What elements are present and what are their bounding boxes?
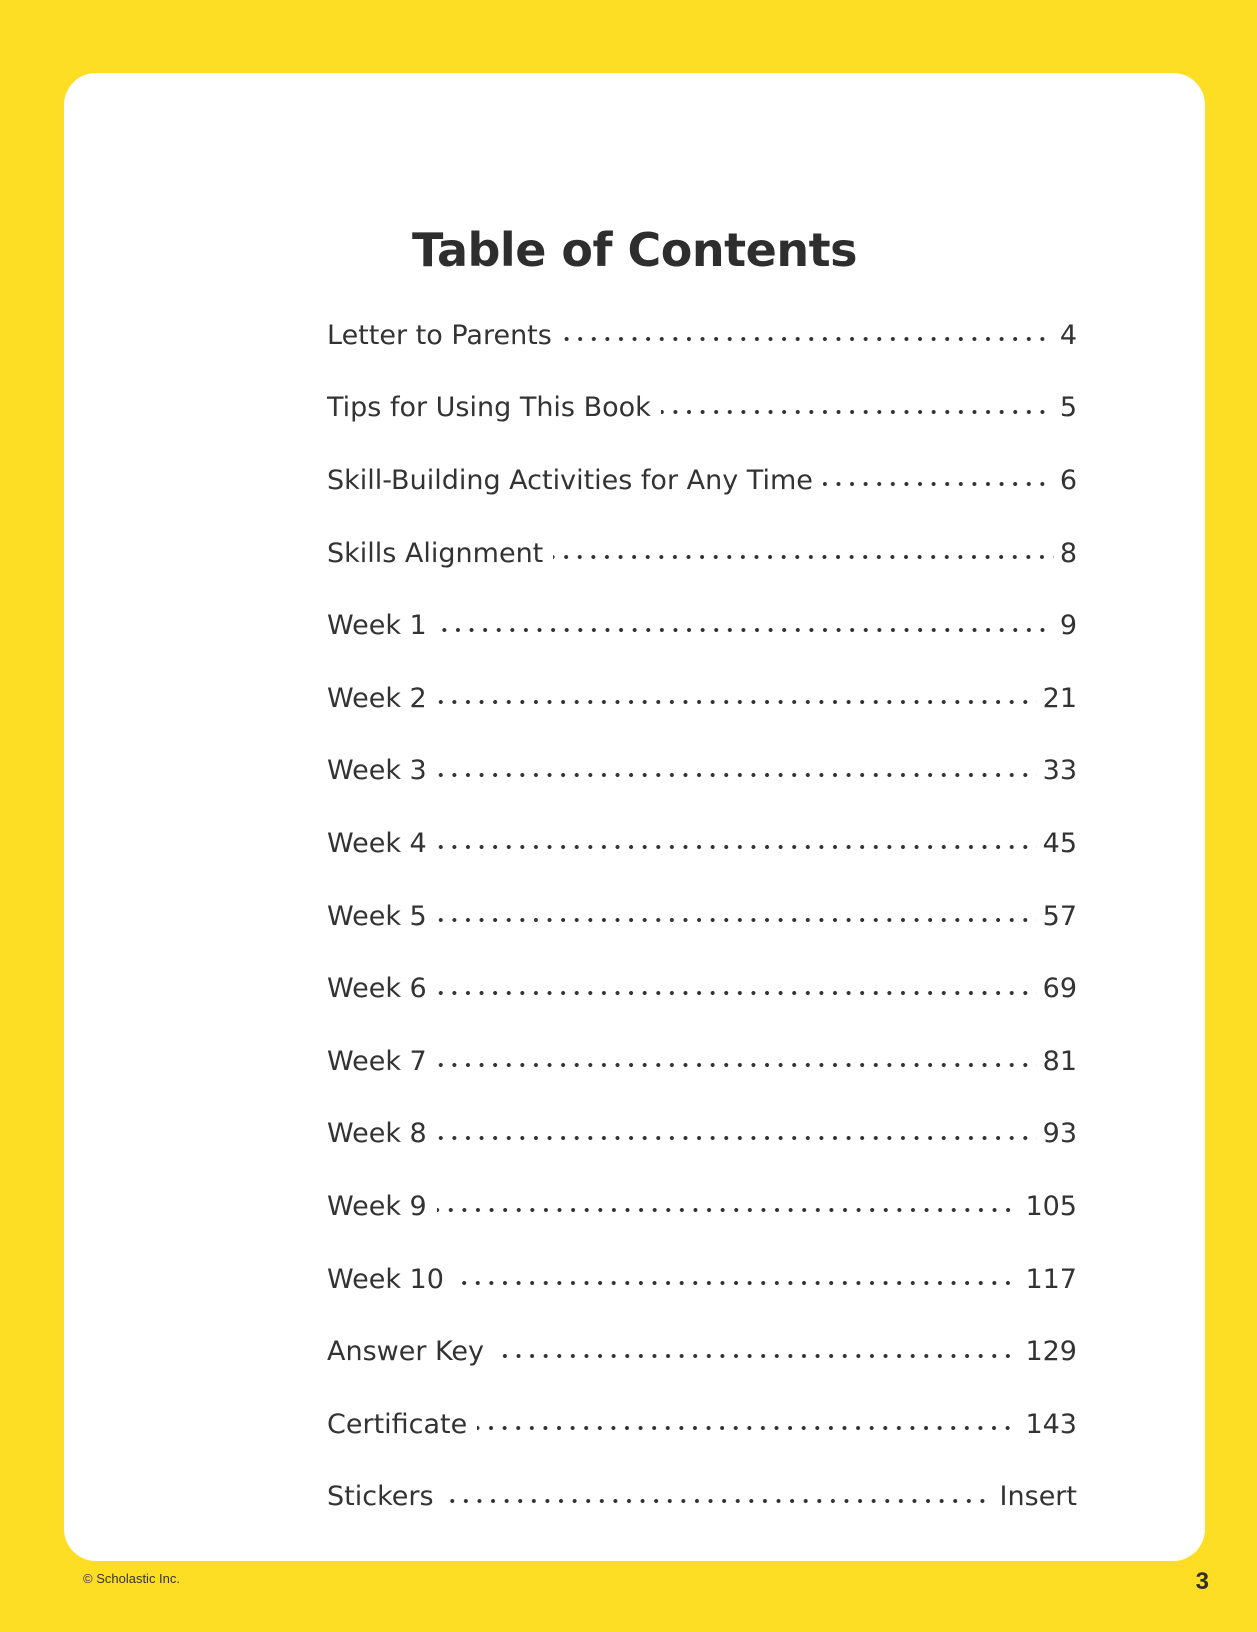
page-number: 3	[1195, 1568, 1209, 1595]
toc-entry-page: 45	[1042, 827, 1077, 859]
toc-entry	[327, 1025, 1077, 1098]
copyright-notice: © Scholastic Inc.	[83, 1571, 181, 1586]
toc-entry	[327, 880, 1077, 953]
toc-entry-page: 6	[1059, 464, 1077, 496]
toc-entry-label: Week 5	[327, 900, 427, 932]
toc-list	[327, 299, 1077, 1533]
toc-entry-label: Skills Alignment	[327, 537, 544, 569]
toc-entry-label: Week 7	[327, 1045, 427, 1077]
toc-entry-page: 129	[1025, 1336, 1077, 1368]
dot-leader	[562, 336, 1054, 342]
toc-entry-label: Certificate	[327, 1408, 468, 1440]
toc-entry-label: Week 8	[327, 1118, 427, 1150]
content-card	[64, 73, 1205, 1561]
toc-entry	[327, 1098, 1077, 1171]
toc-entry-label: Week 4	[327, 827, 427, 859]
toc-entry	[327, 1461, 1077, 1534]
toc-entry	[327, 299, 1077, 372]
toc-entry-label: Skill-Building Activities for Any Time	[327, 464, 813, 496]
toc-entry-page: Insert	[999, 1481, 1077, 1513]
toc-entry-page: 4	[1059, 319, 1077, 351]
toc-entry-page: 8	[1059, 537, 1077, 569]
toc-entry	[327, 735, 1077, 808]
dot-leader	[823, 481, 1054, 487]
toc-entry	[327, 1243, 1077, 1316]
dot-leader	[494, 1353, 1019, 1359]
toc-entry-page: 5	[1059, 392, 1077, 424]
toc-entry-page: 9	[1059, 610, 1077, 642]
toc-entry-label: Answer Key	[327, 1336, 484, 1368]
dot-leader	[437, 699, 1037, 705]
toc-entry-label: Tips for Using This Book	[327, 392, 651, 424]
dot-leader	[444, 1498, 994, 1504]
dot-leader	[553, 554, 1054, 560]
toc-entry-label: Stickers	[327, 1481, 434, 1513]
toc-entry	[327, 807, 1077, 880]
toc-entry-label: Week 10	[327, 1263, 444, 1295]
dot-leader	[661, 409, 1054, 415]
dot-leader	[437, 917, 1037, 923]
dot-leader	[437, 1135, 1037, 1141]
toc-entry	[327, 444, 1077, 517]
dot-leader	[437, 990, 1037, 996]
page-title: Table of Contents	[412, 222, 857, 277]
toc-entry-page: 93	[1042, 1118, 1077, 1150]
toc-entry-page: 117	[1025, 1263, 1077, 1295]
dot-leader	[437, 844, 1037, 850]
toc-entry	[327, 589, 1077, 662]
toc-entry-label: Week 3	[327, 755, 427, 787]
dot-leader	[477, 1425, 1019, 1431]
toc-entry-page: 143	[1025, 1408, 1077, 1440]
toc-entry-label: Letter to Parents	[327, 319, 552, 351]
toc-entry	[327, 1388, 1077, 1461]
toc-entry-label: Week 1	[327, 610, 427, 642]
toc-entry	[327, 952, 1077, 1025]
dot-leader	[454, 1280, 1020, 1286]
toc-entry-label: Week 9	[327, 1190, 427, 1222]
toc-entry-page: 69	[1042, 973, 1077, 1005]
toc-entry-page: 33	[1042, 755, 1077, 787]
toc-entry-page: 57	[1042, 900, 1077, 932]
toc-entry-page: 81	[1042, 1045, 1077, 1077]
dot-leader	[437, 627, 1054, 633]
dot-leader	[437, 1207, 1020, 1213]
toc-entry-page: 105	[1025, 1190, 1077, 1222]
dot-leader	[437, 1062, 1037, 1068]
toc-entry	[327, 662, 1077, 735]
dot-leader	[437, 772, 1037, 778]
toc-entry-label: Week 6	[327, 973, 427, 1005]
toc-entry-label: Week 2	[327, 682, 427, 714]
toc-entry-page: 21	[1042, 682, 1077, 714]
toc-entry	[327, 372, 1077, 445]
toc-entry	[327, 1170, 1077, 1243]
toc-entry	[327, 517, 1077, 590]
toc-entry	[327, 1315, 1077, 1388]
